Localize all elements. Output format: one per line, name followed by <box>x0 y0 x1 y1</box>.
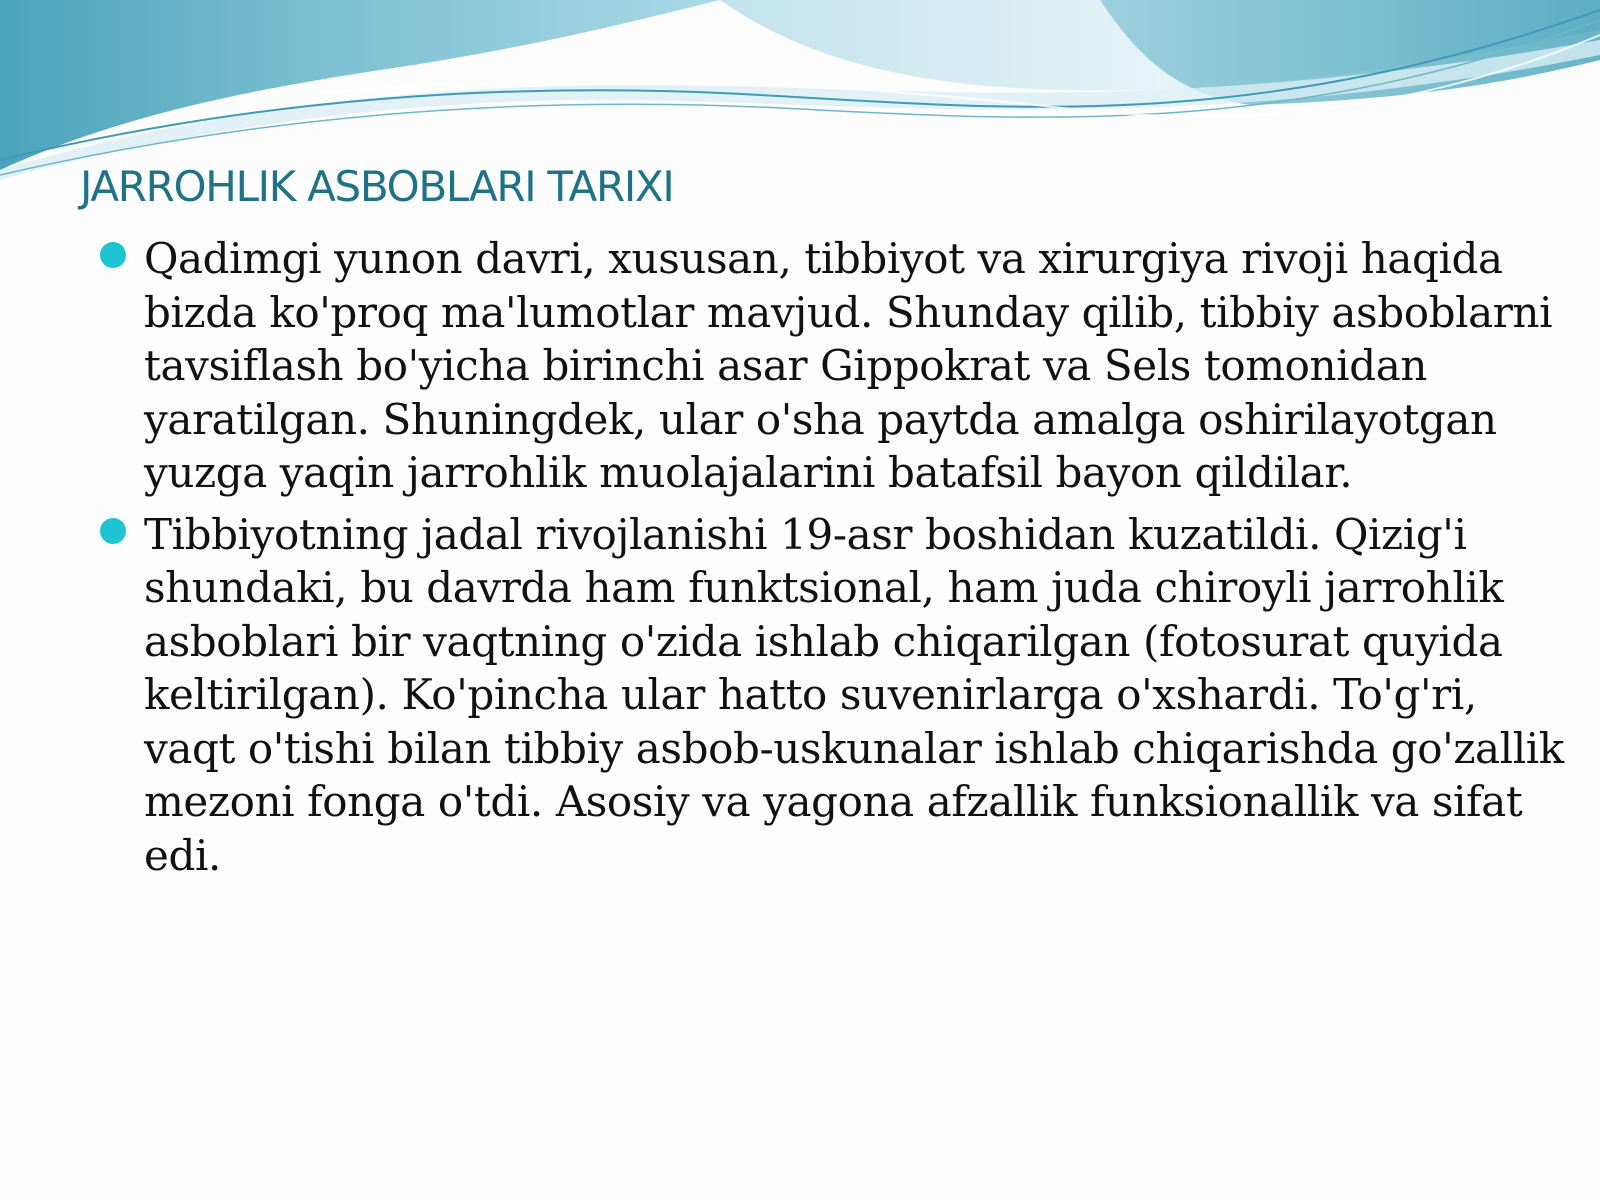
bullet-item-2 <box>0 508 1600 883</box>
bullet-text-2: Tibbiyotning jadal rivojlanishi 19-asr boshidan kuzatildi. Qizig'i shundaki, bu davrda ham funktsional, ham juda chiroyli jarrohlik asboblari bir vaqtning o'zida ishlab chiqarilgan (fotosurat quyida keltirilgan). Ko'pincha ular hatto suvenirlarga o'xshardi. To'g'ri, vaqt o'tishi bilan tibbiy asbob-uskunalar ishlab chiqarishda go'zallik mezoni fonga o'tdi. Asosiy va yagona afzallik funksionallik va sifat edi. <box>144 509 1564 880</box>
bullet-list <box>0 232 1600 882</box>
bullet-item-1 <box>0 232 1600 500</box>
slide-title: JARROHLIK ASBOBLARI TARIXI <box>80 162 674 211</box>
bullet-dot-icon <box>100 242 126 268</box>
bullet-text-1: Qadimgi yunon davri, xususan, tibbiyot va xirurgiya rivoji haqida bizda ko'proq ma'lumotlar mavjud. Shunday qilib, tibbiy asboblarni tavsiflash bo'yicha birinchi asar Gippokrat va Sels tomonidan yaratilgan. Shuningdek, ular o'sha paytda amalga oshirilayotgan yuzga yaqin jarrohlik muolajalarini batafsil bayon qildilar. <box>144 234 1553 497</box>
bullet-dot-icon <box>100 518 126 544</box>
